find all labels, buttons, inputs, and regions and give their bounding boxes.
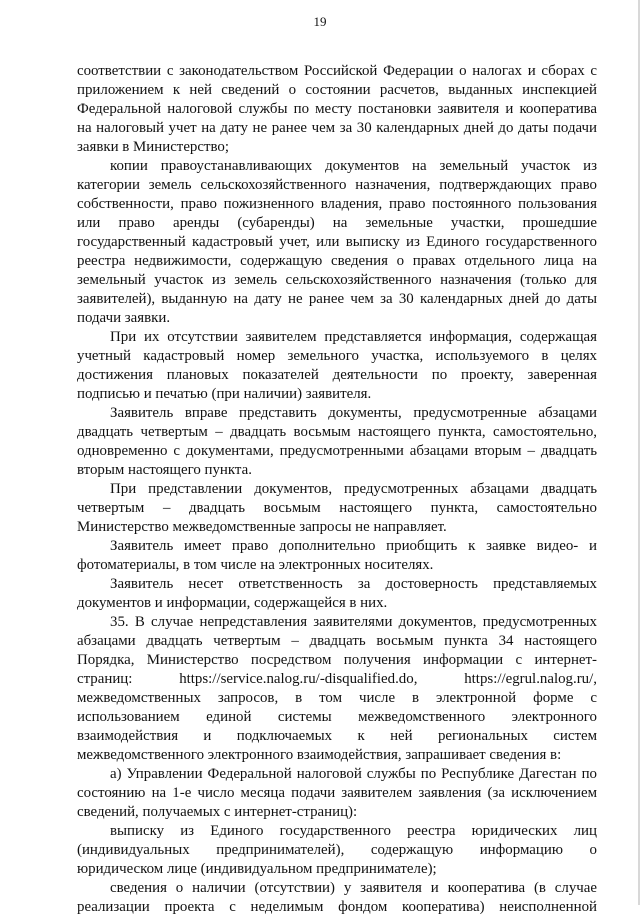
text-line: заявителей), выданную на дату не ранее чем за 30 календарных дней до даты (77, 291, 597, 307)
text-line: достижения плановых показателей деятельности по проекту, заверенная (77, 367, 597, 383)
text-line: или право аренды (субаренды) на земельные участки, прошедшие (77, 215, 597, 231)
text-line: категории земель сельскохозяйственного назначения, подтверждающих право (77, 177, 597, 193)
text-line: состоянию на 1-е число месяца подачи заявителем заявления (за исключением (77, 785, 597, 801)
text-line: соответствии с законодательством Российской Федерации о налогах и сборах с (77, 63, 597, 79)
text-line: подачи заявки. (77, 310, 171, 326)
text-line: сведения о наличии (отсутствии) у заявителя и кооператива (в случае (110, 880, 597, 896)
text-line: межведомственных запросов, в том числе в электронной форме с (77, 690, 597, 706)
text-line: вторым настоящего пункта. (77, 462, 252, 478)
text-line: государственный кадастровый учет, или выписку из Единого государственного (77, 234, 597, 250)
text-line: заявки в Министерство; (77, 139, 229, 155)
text-line: 35. В случае непредставления заявителями документов, предусмотренных (110, 614, 597, 630)
text-line: а) Управлении Федеральной налоговой службы по Республике Дагестан по (110, 766, 597, 782)
text-line: фотоматериалы, в том числе на электронных носителях. (77, 557, 434, 573)
page-number: 19 (313, 14, 327, 29)
text-line: страниц: https://service.nalog.ru/-disqualified.do, https://egrul.nalog.ru/, (77, 671, 597, 687)
text-line: Заявитель вправе представить документы, предусмотренные абзацами (110, 405, 597, 421)
text-line: использованием единой системы межведомственного электронного (77, 709, 597, 725)
text-line: документов и информации, содержащейся в них. (77, 595, 388, 611)
text-line: (индивидуальных предпринимателей), содержащую информацию о (77, 842, 597, 858)
text-line: Порядка, Министерство посредством получения информации с интернет- (77, 652, 597, 668)
text-line: Федеральной налоговой службы по месту постановки заявителя и кооператива (77, 101, 597, 117)
document-body (77, 62, 597, 917)
text-line: копии правоустанавливающих документов на земельный участок из (110, 158, 597, 174)
text-line: Заявитель имеет право дополнительно приобщить к заявке видео- и (110, 538, 597, 554)
text-line: реализации проекта с неделимым фондом кооператива) неисполненной (77, 899, 597, 915)
text-line: подписью и печатью (при наличии) заявителя. (77, 386, 372, 402)
text-line: на налоговый учет на дату не ранее чем за 30 календарных дней до даты подачи (77, 120, 597, 136)
text-line: выписку из Единого государственного реестра юридических лиц (110, 823, 597, 839)
text-line: реестра недвижимости, содержащую сведения о правах отдельного лица на (77, 253, 597, 269)
text-line: юридическом лице (индивидуальном предпринимателе); (77, 861, 437, 877)
text-line: земельный участок из земель сельскохозяйственного назначения (только для (77, 272, 597, 288)
text-line: взаимодействия и подключаемых к ней региональных систем (77, 728, 597, 744)
text-line: приложением к ней сведений о состоянии расчетов, выданных инспекцией (77, 82, 597, 98)
text-line: При представлении документов, предусмотренных абзацами двадцать (110, 481, 597, 497)
text-line: двадцать четвертым – двадцать восьмым настоящего пункта, самостоятельно, (77, 424, 597, 440)
text-line: межведомственного электронного взаимодействия, запрашивает сведения в: (77, 747, 562, 763)
text-line: При их отсутствии заявителем представляется информация, содержащая (110, 329, 597, 345)
text-line: Министерство межведомственные запросы не направляет. (77, 519, 447, 535)
text-line: Заявитель несет ответственность за достоверность представляемых (110, 576, 597, 592)
text-line: учетный кадастровый номер земельного участка, используемого в целях (77, 348, 597, 364)
text-line: собственности, право пожизненного владения, право постоянного пользования (77, 196, 597, 212)
text-line: одновременно с документами, предусмотренными абзацами вторым – двадцать (77, 443, 597, 459)
text-line: абзацами двадцать четвертым – двадцать восьмым пункта 34 настоящего (77, 633, 597, 649)
text-line: четвертым – двадцать восьмым настоящего пункта, самостоятельно (77, 500, 597, 516)
text-line: сведений, получаемых с интернет-страниц): (77, 804, 358, 820)
